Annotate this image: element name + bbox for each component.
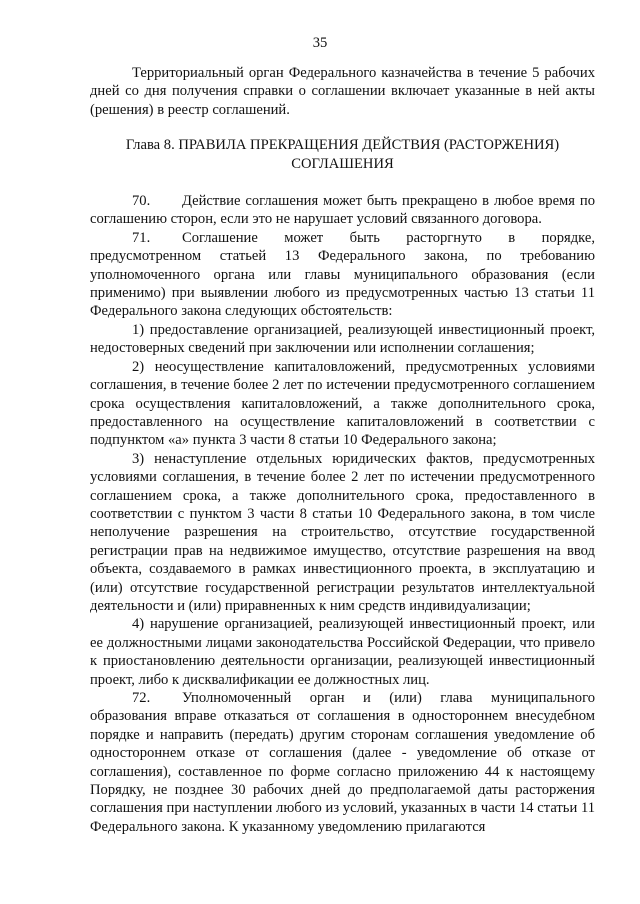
intro-paragraph: Территориальный орган Федерального казначейства в течение 5 рабочих дней со дня получения справки о соглашении включает указанные в ней акты (решения) в реестр соглашений. <box>90 65 595 118</box>
list-item-3: 3) ненаступление отдельных юридических фактов, предусмотренных условиями соглашения, в течение более 2 лет по истечении предусмотренного соглашением срока, а также дополнительного срока, предоставленного в соответствии с пунктом 3 части 8 статьи 10 Федерального закона, в том числе неполучение разрешения на строительство, отсутствие государственной регистрации прав на недвижимое имущество, отсутствие разрешения на ввод объекта, создаваемого в рамках инвестиционного проекта, в эксплуатацию и (или) отсутствие государственной регистрации результатов интеллектуальной деятельности и (или) приравненных к ним средств индивидуализации; <box>90 450 595 614</box>
chapter-heading-line-1: Глава 8. ПРАВИЛА ПРЕКРАЩЕНИЯ ДЕЙСТВИЯ (РАСТОРЖЕНИЯ) <box>125 137 560 154</box>
chapter-heading <box>90 136 595 173</box>
paragraph-72-number: 72. <box>132 690 151 706</box>
list-item-2: 2) неосуществление капиталовложений, предусмотренных условиями соглашения, в течение более 2 лет по истечении предусмотренного соглашением срока осуществления капиталовложений, а также дополнительного срока, предоставленного на осуществление капиталовложений в соответствии с подпунктом «а» пункта 3 части 8 статьи 10 Федерального закона; <box>90 358 595 449</box>
page-content <box>90 64 595 836</box>
chapter-heading-line-2: СОГЛАШЕНИЯ <box>291 155 394 172</box>
paragraph-70-number: 70. <box>132 193 151 210</box>
paragraph-70 <box>90 192 595 229</box>
list-item-1: 1) предоставление организацией, реализующей инвестиционный проект, недостоверных сведений при заключении или исполнении соглашения; <box>90 321 595 357</box>
paragraph-71 <box>90 229 595 321</box>
paragraph-72-text: Уполномоченный орган и (или) глава муниципального образования вправе отказаться от соглашения в одностороннем внесудебном порядке и направить (передать) другим сторонам соглашения уведомление об одностороннем отказе от соглашения (далее - уведомление об отказе от соглашения), составленное по форме согласно приложению 44 к настоящему Порядку, не позднее 30 рабочих дней до предполагаемой даты расторжения соглашения при наступлении любого из условий, указанных в части 14 статьи 11 Федерального закона. К указанному уведомлению прилагаются <box>90 690 595 835</box>
paragraph-72 <box>90 689 595 836</box>
paragraph-71-text: Соглашение может быть расторгнуто в порядке, предусмотренном статьей 13 Федерального закона, по требованию уполномоченного органа или главы муниципального образования (если применимо) при выявлении любого из предусмотренных частью 13 статьи 11 Федерального закона следующих обстоятельств: <box>90 229 595 320</box>
page-number: 35 <box>312 35 328 51</box>
paragraph-71-number: 71. <box>132 229 151 246</box>
list-item-4: 4) нарушение организацией, реализующей инвестиционный проект, или ее должностными лицами законодательства Российской Федерации, что привело к приостановлению деятельности организации, реализующей инвестиционный проект, либо к дисквалификации ее должностных лиц. <box>90 616 595 688</box>
paragraph-70-text: Действие соглашения может быть прекращено в любое время по соглашению сторон, если это не нарушает условий связанного договора. <box>90 193 595 228</box>
